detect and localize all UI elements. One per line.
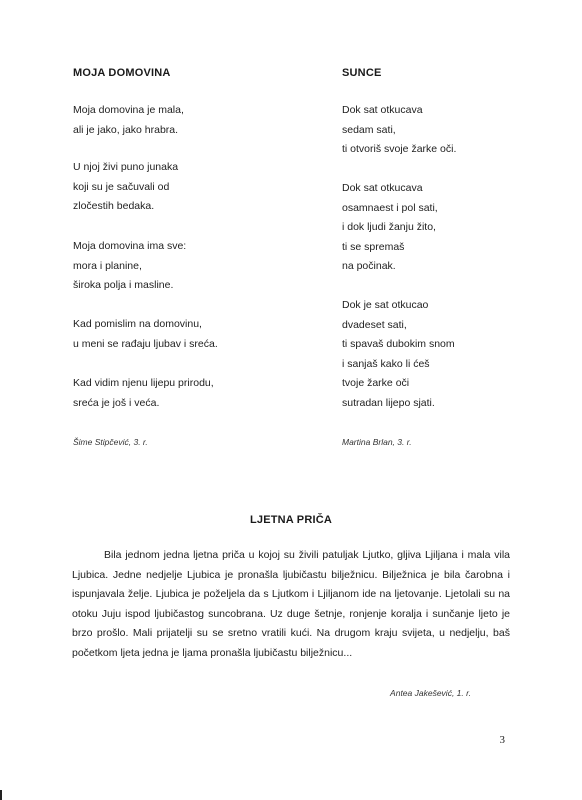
poem-title: SUNCE (342, 67, 382, 79)
stanza (73, 315, 218, 354)
story-author: Antea Jakešević, 1. r. (390, 688, 471, 698)
poem-line: Kad pomislim na domovinu, (73, 318, 202, 330)
poem-line: koji su je sačuvali od (73, 180, 170, 193)
poem-author: Martina Brlan, 3. r. (342, 437, 412, 447)
poem-line: ti se spremaš (342, 240, 405, 253)
page-number: 3 (499, 734, 505, 746)
story-text: Bila jednom jedna ljetna priča u kojoj su živili patuljak Ljutko, gljiva Ljiljana i mala vila Ljubica. Jedne nedjelje Ljubica je pronašla ljubičastu bilježnicu. Bilježnica je bila čarobna i ispunjavala želje. Ljubica je poželjela da s Ljutkom i Ljiljanom ide na ljetovanje. Ljetolali su na otoku Juju ispod ljubičastog suncobrana. Uz duge šetnje, ronjenje koralja i sunčanje ljeto je brzo prošlo. Mali prijatelji su se sretno vratili kući. Na drugom kraju svijeta, u nedjelju, baš početkom ljeta jedna je ljama pronašla ljubičastu bilježnicu... (72, 549, 510, 659)
poem-line: na počinak. (342, 260, 396, 272)
poem-line: Dok je sat otkucao (342, 299, 429, 311)
stanza (73, 374, 214, 413)
stanza (73, 158, 178, 217)
poem-line: zločestih bedaka. (73, 200, 155, 212)
poem-title: MOJA DOMOVINA (73, 67, 171, 79)
stanza (342, 101, 456, 160)
poem-line: Moja domovina je mala, (73, 104, 184, 116)
poem-line: sreća je još i veća. (73, 396, 160, 409)
poem-line: Moja domovina ima sve: (73, 240, 187, 252)
poem-line: dvadeset sati, (342, 318, 407, 331)
stanza (342, 179, 438, 277)
stanza (342, 296, 455, 413)
poem-line: i sanjaš kako li ćeš (342, 357, 430, 370)
scan-edge-mark (0, 790, 2, 800)
poem-line: sutradan lijepo sjati. (342, 396, 435, 409)
poem-line: ali je jako, jako hrabra. (73, 123, 179, 136)
poem-line: tvoje žarke oči (342, 377, 410, 389)
poem-line: u meni se rađaju ljubav i sreća. (73, 337, 218, 350)
poem-line: osamnaest i pol sati, (342, 201, 438, 214)
poem-line: Kad vidim njenu lijepu prirodu, (73, 377, 214, 389)
poem-line: široka polja i masline. (73, 279, 174, 291)
story-title: LJETNA PRIČA (249, 514, 333, 526)
poem-author: Šime Stipčević, 3. r. (73, 437, 148, 447)
poem-line: U njoj živi puno junaka (73, 161, 179, 173)
stanza (73, 101, 184, 140)
poem-line: Dok sat otkucava (342, 104, 423, 116)
stanza (73, 237, 186, 296)
poem-line: sedam sati, (342, 123, 396, 136)
poem-line: i dok ljudi žanju žito, (342, 221, 436, 233)
poem-line: mora i planine, (73, 259, 142, 272)
poem-line: ti otvoriš svoje žarke oči. (342, 143, 457, 155)
poem-line: ti spavaš dubokim snom (342, 338, 455, 350)
poem-line: Dok sat otkucava (342, 182, 423, 194)
